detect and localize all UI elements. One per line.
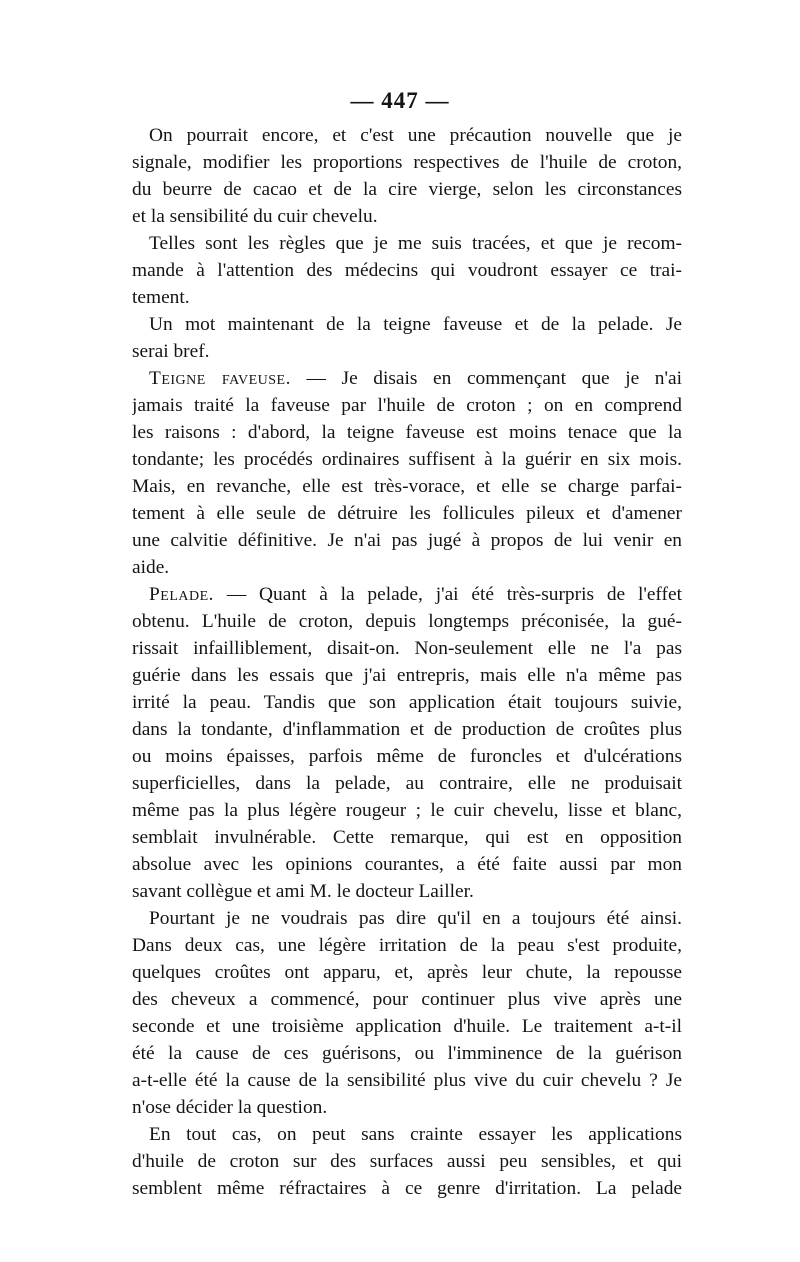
text-line [132,851,682,878]
text-line [132,1094,682,1121]
text-line [132,959,682,986]
line-text: serai bref. [132,341,210,362]
text-line [132,176,682,203]
line-text: aide. [132,557,170,578]
text-line [132,581,682,608]
text-line [132,149,682,176]
line-text: absolue avec les opinions courantes, a été faite aussi par mon [132,854,682,875]
line-text: tondante; les procédés ordinaires suffisent à la guérir en six mois. [132,449,682,470]
line-text: ou moins épaisses, parfois même de furoncles et d'ulcérations [132,746,682,767]
text-line [132,689,682,716]
text-line [132,662,682,689]
text-line [132,1121,682,1148]
text-line [132,311,682,338]
text-line [132,824,682,851]
line-text: semblait invulnérable. Cette remarque, qui est en opposition [132,827,682,848]
text-line [132,203,682,230]
page-number: — 447 — [350,88,450,113]
line-text: guérie dans les essais que j'ai entrepris, mais elle n'a même pas [132,665,682,686]
line-text: irrité la peau. Tandis que son application était toujours suivie, [132,692,682,713]
line-text: et la sensibilité du cuir chevelu. [132,206,378,227]
line-text: On pourrait encore, et c'est une précaution nouvelle que je [149,125,682,146]
text-line [132,608,682,635]
text-line [132,338,682,365]
line-text: En tout cas, on peut sans crainte essayer les applications [149,1124,682,1145]
line-text: d'huile de croton sur des surfaces aussi peu sensibles, et qui [132,1151,682,1172]
text-line [132,527,682,554]
text-line [132,1040,682,1067]
line-text: Dans deux cas, une légère irritation de la peau s'est produite, [132,935,682,956]
line-text: Pourtant je ne voudrais pas dire qu'il en a toujours été ainsi. [149,908,682,929]
line-text: savant collègue et ami M. le docteur Lailler. [132,881,474,902]
text-line [132,905,682,932]
text-line [132,878,682,905]
text-line [132,716,682,743]
line-text: même pas la plus légère rougeur ; le cuir chevelu, lisse et blanc, [132,800,682,821]
line-text: superficielles, dans la pelade, au contraire, elle ne produisait [132,773,682,794]
text-line [132,446,682,473]
line-text: tement. [132,287,190,308]
line-text: quelques croûtes ont apparu, et, après leur chute, la repousse [132,962,682,983]
line-text: semblent même réfractaires à ce genre d'irritation. La pelade [132,1178,682,1199]
text-line [132,770,682,797]
text-line [132,1148,682,1175]
line-text: Un mot maintenant de la teigne faveuse et de la pelade. Je [149,314,682,335]
text-line [132,257,682,284]
text-line [132,1067,682,1094]
line-text: — Quant à la pelade, j'ai été très-surpris de l'effet [214,584,682,605]
line-text: une calvitie définitive. Je n'ai pas jugé à propos de lui venir en [132,530,682,551]
line-text: n'ose décider la question. [132,1097,328,1118]
line-text: été la cause de ces guérisons, ou l'imminence de la guérison [132,1043,682,1064]
section-heading: Pelade. [149,584,215,605]
text-line [132,554,682,581]
text-line [132,635,682,662]
text-line [132,122,682,149]
text-line [132,419,682,446]
text-line [132,365,682,392]
line-text: signale, modifier les proportions respectives de l'huile de croton, [132,152,682,173]
line-text: des cheveux a commencé, pour continuer plus vive après une [132,989,682,1010]
text-line [132,932,682,959]
line-text: Telles sont les règles que je me suis tracées, et que je recom- [149,233,682,254]
line-text: seconde et une troisième application d'huile. Le traitement a-t-il [132,1016,682,1037]
text-line [132,743,682,770]
line-text: Mais, en revanche, elle est très-vorace, et elle se charge parfai- [132,476,682,497]
line-text: du beurre de cacao et de la cire vierge, selon les circonstances [132,179,682,200]
text-line [132,284,682,311]
body-text [132,122,682,1202]
text-line [132,1013,682,1040]
line-text: mande à l'attention des médecins qui voudront essayer ce trai- [132,260,682,281]
line-text: jamais traité la faveuse par l'huile de croton ; on en comprend [132,395,682,416]
line-text: a-t-elle été la cause de la sensibilité plus vive du cuir chevelu ? Je [132,1070,682,1091]
text-line [132,986,682,1013]
line-text: — Je disais en commençant que je n'ai [290,368,682,389]
text-line [132,473,682,500]
line-text: dans la tondante, d'inflammation et de production de croûtes plus [132,719,682,740]
line-text: obtenu. L'huile de croton, depuis longtemps préconisée, la gué- [132,611,682,632]
text-line [132,392,682,419]
text-line [132,500,682,527]
section-heading: Teigne faveuse. [149,368,291,389]
text-line [132,1175,682,1202]
line-text: rissait infailliblement, disait-on. Non-seulement elle ne l'a pas [132,638,682,659]
line-text: tement à elle seule de détruire les follicules pileux et d'amener [132,503,682,524]
line-text: les raisons : d'abord, la teigne faveuse est moins tenace que la [132,422,682,443]
text-line [132,230,682,257]
text-line [132,797,682,824]
